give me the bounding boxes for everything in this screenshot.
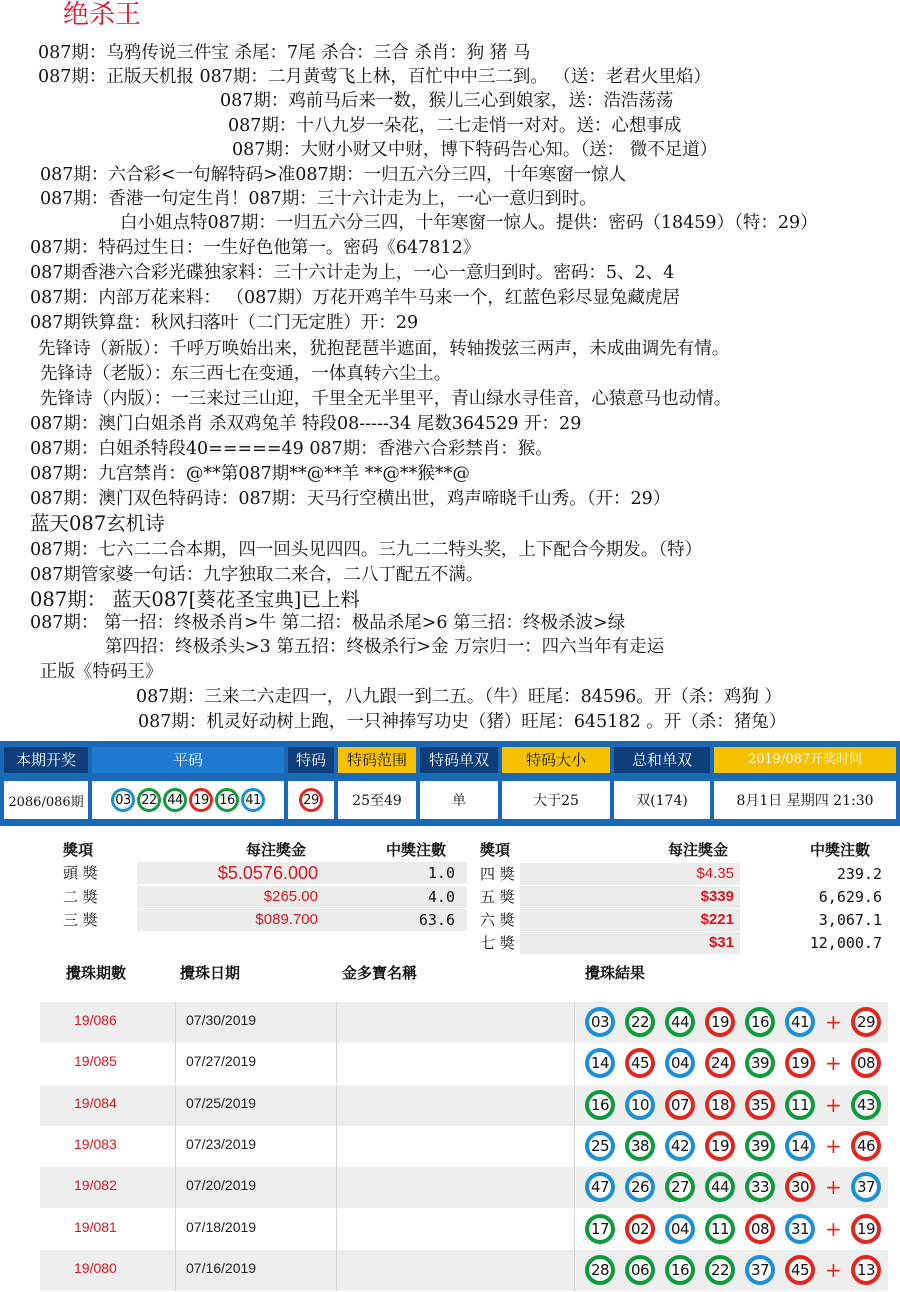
result-ball: 08 xyxy=(745,1214,775,1244)
history-balls xyxy=(585,1214,881,1244)
result-ball: 47 xyxy=(585,1172,615,1202)
result-ball: 07 xyxy=(665,1090,695,1120)
text-line: 第四招：终极杀头>3 第五招：终极杀行>金 万宗归一：四六当年有走运 xyxy=(105,637,665,657)
column-divider xyxy=(574,1209,575,1250)
result-ball: 37 xyxy=(745,1255,775,1285)
column-divider xyxy=(175,1085,176,1126)
special-result-ball: 46 xyxy=(851,1131,881,1161)
page-title: 绝杀王 xyxy=(63,0,142,30)
column-divider xyxy=(574,1043,575,1084)
text-line: 087期：白姐杀特段40=====49 087期：香港六合彩禁肖：猴。 xyxy=(30,439,553,459)
prize-amount: $221 xyxy=(700,911,734,928)
result-ball: 14 xyxy=(585,1048,615,1078)
special-result-ball: 43 xyxy=(851,1090,881,1120)
result-ball: 42 xyxy=(665,1131,695,1161)
column-divider xyxy=(336,1085,337,1126)
normal-ball: 44 xyxy=(163,788,187,812)
normal-ball: 03 xyxy=(111,788,135,812)
result-ball: 25 xyxy=(585,1131,615,1161)
text-line: 先锋诗（老版）：东三西七在变通，一体真转六尘土。 xyxy=(40,364,452,384)
prize-amount: $31 xyxy=(708,934,734,951)
prize-count: 3,067.1 xyxy=(818,911,882,929)
prize-name: 七 獎 xyxy=(480,934,515,952)
prize-count: 4.0 xyxy=(427,888,455,906)
result-ball: 24 xyxy=(705,1048,735,1078)
column-divider xyxy=(336,1002,337,1043)
draw-period: 2086/086期 xyxy=(4,781,88,819)
column-divider xyxy=(175,1250,176,1291)
header-draw-time: 2019/087开奖时间 xyxy=(714,747,896,773)
text-line: 087期：澳门白姐杀肖 杀双鸡兔羊 特段08-----34 尾数364529 开：29 xyxy=(30,414,582,434)
result-ball: 39 xyxy=(745,1048,775,1078)
history-date: 07/18/2019 xyxy=(186,1218,257,1235)
prize-name: 二 獎 xyxy=(63,888,98,906)
result-ball: 39 xyxy=(745,1131,775,1161)
plus-sign: + xyxy=(825,1133,842,1158)
column-divider xyxy=(574,1167,575,1208)
result-ball: 28 xyxy=(585,1255,615,1285)
text-line: 先锋诗（新版）：千呼万唤始出来，犹抱琵琶半遮面，转轴拨弦三两声，未成曲调先有情。 xyxy=(38,339,730,359)
text-line: 正版《特码王》 xyxy=(40,662,163,682)
column-divider xyxy=(336,1250,337,1291)
normal-balls xyxy=(111,788,265,812)
column-divider xyxy=(336,1043,337,1084)
result-ball: 31 xyxy=(785,1214,815,1244)
text-line: 087期： 第一招：终极杀肖>牛 第二招：极品杀尾>6 第三招：终极杀波>绿 xyxy=(30,613,626,633)
result-ball: 44 xyxy=(665,1007,695,1037)
history-date: 07/23/2019 xyxy=(186,1135,257,1152)
normal-ball: 16 xyxy=(215,788,239,812)
text-line: 087期：机灵好动树上跑，一只神捧写功史（猪）旺尾：645182 。开（杀：猪兔） xyxy=(138,712,787,732)
header-special-range: 特码范围 xyxy=(338,747,416,773)
draw-result-table xyxy=(0,741,900,826)
text-line: 087期：六合彩<一句解特码>准087期：一归五六分三四，十年寒窗一惊人 xyxy=(40,165,627,185)
history-balls xyxy=(585,1007,881,1037)
prize-name: 四 獎 xyxy=(480,865,515,883)
normal-numbers-cell xyxy=(92,781,284,819)
prize-header-item-2: 獎項 xyxy=(480,841,511,859)
text-line: 先锋诗（内版）：一三来过三山迎，千里全无半里平，青山绿水寻佳音，心猿意马也动情。 xyxy=(40,389,732,409)
history-balls xyxy=(585,1090,881,1120)
result-ball: 38 xyxy=(625,1131,655,1161)
result-ball: 45 xyxy=(625,1048,655,1078)
normal-ball: 22 xyxy=(137,788,161,812)
plus-sign: + xyxy=(825,1051,842,1076)
history-row xyxy=(40,1002,888,1043)
plus-sign: + xyxy=(825,1216,842,1241)
special-number-cell xyxy=(288,781,334,819)
result-ball: 16 xyxy=(745,1007,775,1037)
result-ball: 19 xyxy=(705,1007,735,1037)
prize-amount: $089.700 xyxy=(255,911,318,928)
header-special-odd-even: 特码单双 xyxy=(420,747,498,773)
result-ball: 19 xyxy=(785,1048,815,1078)
result-ball: 18 xyxy=(705,1090,735,1120)
text-line: 087期：特码过生日：一生好色他第一。密码《647812》 xyxy=(30,238,481,258)
special-ball: 29 xyxy=(299,788,323,812)
text-line: 087期： 蓝天087[葵花圣宝典]已上料 xyxy=(30,588,360,611)
history-header-result: 攪珠結果 xyxy=(585,964,646,982)
text-line: 087期管家婆一句话：九字独取二来合，二八丁配五不满。 xyxy=(30,565,484,585)
history-row xyxy=(40,1250,888,1291)
result-ball: 41 xyxy=(785,1007,815,1037)
prize-amount: $265.00 xyxy=(263,888,318,905)
special-odd-even: 单 xyxy=(420,781,498,819)
column-divider xyxy=(574,1250,575,1291)
result-ball: 14 xyxy=(785,1131,815,1161)
special-result-ball: 08 xyxy=(851,1048,881,1078)
prize-name: 三 獎 xyxy=(63,911,98,929)
result-ball: 02 xyxy=(625,1214,655,1244)
prize-count: 12,000.7 xyxy=(809,934,882,952)
prize-amount: $4.35 xyxy=(696,865,734,882)
history-row xyxy=(40,1167,888,1208)
column-divider xyxy=(175,1167,176,1208)
column-divider xyxy=(574,1126,575,1167)
history-date: 07/30/2019 xyxy=(186,1012,257,1028)
result-ball: 33 xyxy=(745,1172,775,1202)
history-period: 19/086 xyxy=(74,1012,117,1028)
history-date: 07/16/2019 xyxy=(186,1259,257,1276)
result-ball: 10 xyxy=(625,1090,655,1120)
special-result-ball: 37 xyxy=(851,1172,881,1202)
history-date: 07/27/2019 xyxy=(186,1053,257,1070)
prize-count: 6,629.6 xyxy=(818,888,882,906)
text-line: 087期香港六合彩光碟独家料：三十六计走为上，一心一意归到时。密码：5、2、4 xyxy=(30,263,675,283)
result-ball: 27 xyxy=(665,1172,695,1202)
text-line: 087期：乌鸦传说三件宝 杀尾：7尾 杀合：三合 杀肖：狗 猪 马 xyxy=(38,43,531,63)
history-row xyxy=(40,1085,888,1126)
prize-name: 六 獎 xyxy=(480,911,515,929)
history-period: 19/085 xyxy=(74,1053,117,1070)
result-ball: 11 xyxy=(705,1214,735,1244)
text-line: 087期：七六二二合本期，四一回头见四四。三九二二特头奖，上下配合今期发。（特） xyxy=(30,540,703,560)
result-ball: 04 xyxy=(665,1048,695,1078)
result-ball: 44 xyxy=(705,1172,735,1202)
history-period: 19/083 xyxy=(74,1135,117,1152)
result-ball: 04 xyxy=(665,1214,695,1244)
result-ball: 03 xyxy=(585,1007,615,1037)
column-divider xyxy=(574,1085,575,1126)
history-balls xyxy=(585,1048,881,1078)
column-divider xyxy=(336,1167,337,1208)
text-line: 087期：内部万花来料： （087期）万花开鸡羊牛马来一个，红蓝色彩尽显兔藏虎居 xyxy=(30,288,680,308)
special-result-ball: 29 xyxy=(851,1007,881,1037)
history-date: 07/25/2019 xyxy=(186,1094,257,1111)
prize-header-amount: 每注獎金 xyxy=(246,841,307,859)
result-ball: 16 xyxy=(665,1255,695,1285)
history-header-name: 金多寶名稱 xyxy=(342,964,418,982)
result-ball: 19 xyxy=(705,1131,735,1161)
text-line: 087期：香港一句定生肖！087期：三十六计走为上，一心一意归到时。 xyxy=(40,189,597,209)
history-period: 19/080 xyxy=(74,1259,117,1276)
column-divider xyxy=(175,1002,176,1043)
sum-odd-even: 双(174) xyxy=(614,781,710,819)
header-special-big-small: 特码大小 xyxy=(502,747,610,773)
history-period: 19/081 xyxy=(74,1218,117,1235)
text-line: 白小姐点特087期：一归五六分三四，十年寒窗一惊人。提供：密码（18459）（特：29） xyxy=(120,213,818,233)
header-special-number: 特码 xyxy=(288,747,334,773)
special-big-small: 大于25 xyxy=(502,781,610,819)
prize-header-item: 獎項 xyxy=(63,841,94,859)
result-ball: 45 xyxy=(785,1255,815,1285)
header-current-draw: 本期开奖 xyxy=(4,747,88,773)
history-period: 19/082 xyxy=(74,1177,117,1194)
plus-sign: + xyxy=(825,1175,842,1200)
text-line: 087期：鸡前马后来一数，猴儿三心到娘家，送：浩浩荡荡 xyxy=(220,91,674,111)
column-divider xyxy=(175,1126,176,1167)
result-ball: 30 xyxy=(785,1172,815,1202)
column-divider xyxy=(175,1209,176,1250)
result-ball: 06 xyxy=(625,1255,655,1285)
column-divider xyxy=(175,1043,176,1084)
text-line: 087期：十八九岁一朵花，二七走悄一对对。送：心想事成 xyxy=(228,116,682,136)
prize-row-bg xyxy=(520,932,740,954)
text-line: 087期：正版天机报 087期：二月黄莺飞上林，百忙中中三二到。 （送：老君火里焰） xyxy=(38,67,711,87)
plus-sign: + xyxy=(825,1257,842,1282)
result-ball: 35 xyxy=(745,1090,775,1120)
text-line: 087期：三来二六走四一，八九跟一到二五。（牛）旺尾：84596。开（杀：鸡狗 ） xyxy=(136,687,782,707)
draw-time: 8月1日 星期四 21:30 xyxy=(714,781,896,819)
text-line: 087期：大财小财又中财，博下特码告心知。（送： 微不足道） xyxy=(232,140,718,160)
result-ball: 11 xyxy=(785,1090,815,1120)
prize-count: 1.0 xyxy=(427,864,455,882)
prize-amount: $5.0576.000 xyxy=(217,863,318,883)
header-sum-odd-even: 总和单双 xyxy=(614,747,710,773)
history-balls xyxy=(585,1255,881,1285)
history-date: 07/20/2019 xyxy=(186,1177,257,1194)
text-line: 087期铁算盘：秋风扫落叶（二门无定胜）开：29 xyxy=(30,313,419,333)
column-divider xyxy=(336,1126,337,1167)
prize-header-amount-2: 每注獎金 xyxy=(668,841,729,859)
history-header-date: 攪珠日期 xyxy=(180,964,241,982)
prize-header-count: 中獎注數 xyxy=(386,841,447,859)
header-normal-numbers: 平码 xyxy=(92,747,284,773)
normal-ball: 19 xyxy=(189,788,213,812)
text-line: 087期：九宫禁肖：@**第087期**@**羊 **@**猴**@ xyxy=(30,464,470,484)
history-period: 19/084 xyxy=(74,1094,117,1111)
prize-amount: $339 xyxy=(700,888,734,905)
history-balls xyxy=(585,1172,881,1202)
prize-header-count-2: 中獎注數 xyxy=(810,841,871,859)
prize-count: 239.2 xyxy=(836,865,882,883)
special-result-ball: 13 xyxy=(851,1255,881,1285)
history-header-period: 攪珠期數 xyxy=(66,964,127,982)
text-line: 087期：澳门双色特码诗：087期：天马行空横出世，鸡声啼晓千山秀。（开：29） xyxy=(30,489,671,509)
column-divider xyxy=(336,1209,337,1250)
history-balls xyxy=(585,1131,881,1161)
prize-name: 五 獎 xyxy=(480,888,515,906)
text-line: 蓝天087玄机诗 xyxy=(30,512,165,535)
special-result-ball: 19 xyxy=(851,1214,881,1244)
result-ball: 22 xyxy=(625,1007,655,1037)
result-ball: 22 xyxy=(705,1255,735,1285)
history-row xyxy=(40,1126,888,1167)
prize-count: 63.6 xyxy=(418,911,455,929)
result-ball: 26 xyxy=(625,1172,655,1202)
history-row xyxy=(40,1209,888,1250)
special-range: 25至49 xyxy=(338,781,416,819)
result-ball: 16 xyxy=(585,1090,615,1120)
plus-sign: + xyxy=(825,1092,842,1117)
result-ball: 17 xyxy=(585,1214,615,1244)
history-row xyxy=(40,1043,888,1084)
plus-sign: + xyxy=(825,1010,842,1034)
normal-ball: 41 xyxy=(241,788,265,812)
prize-name: 頭 獎 xyxy=(63,864,98,882)
column-divider xyxy=(574,1002,575,1043)
